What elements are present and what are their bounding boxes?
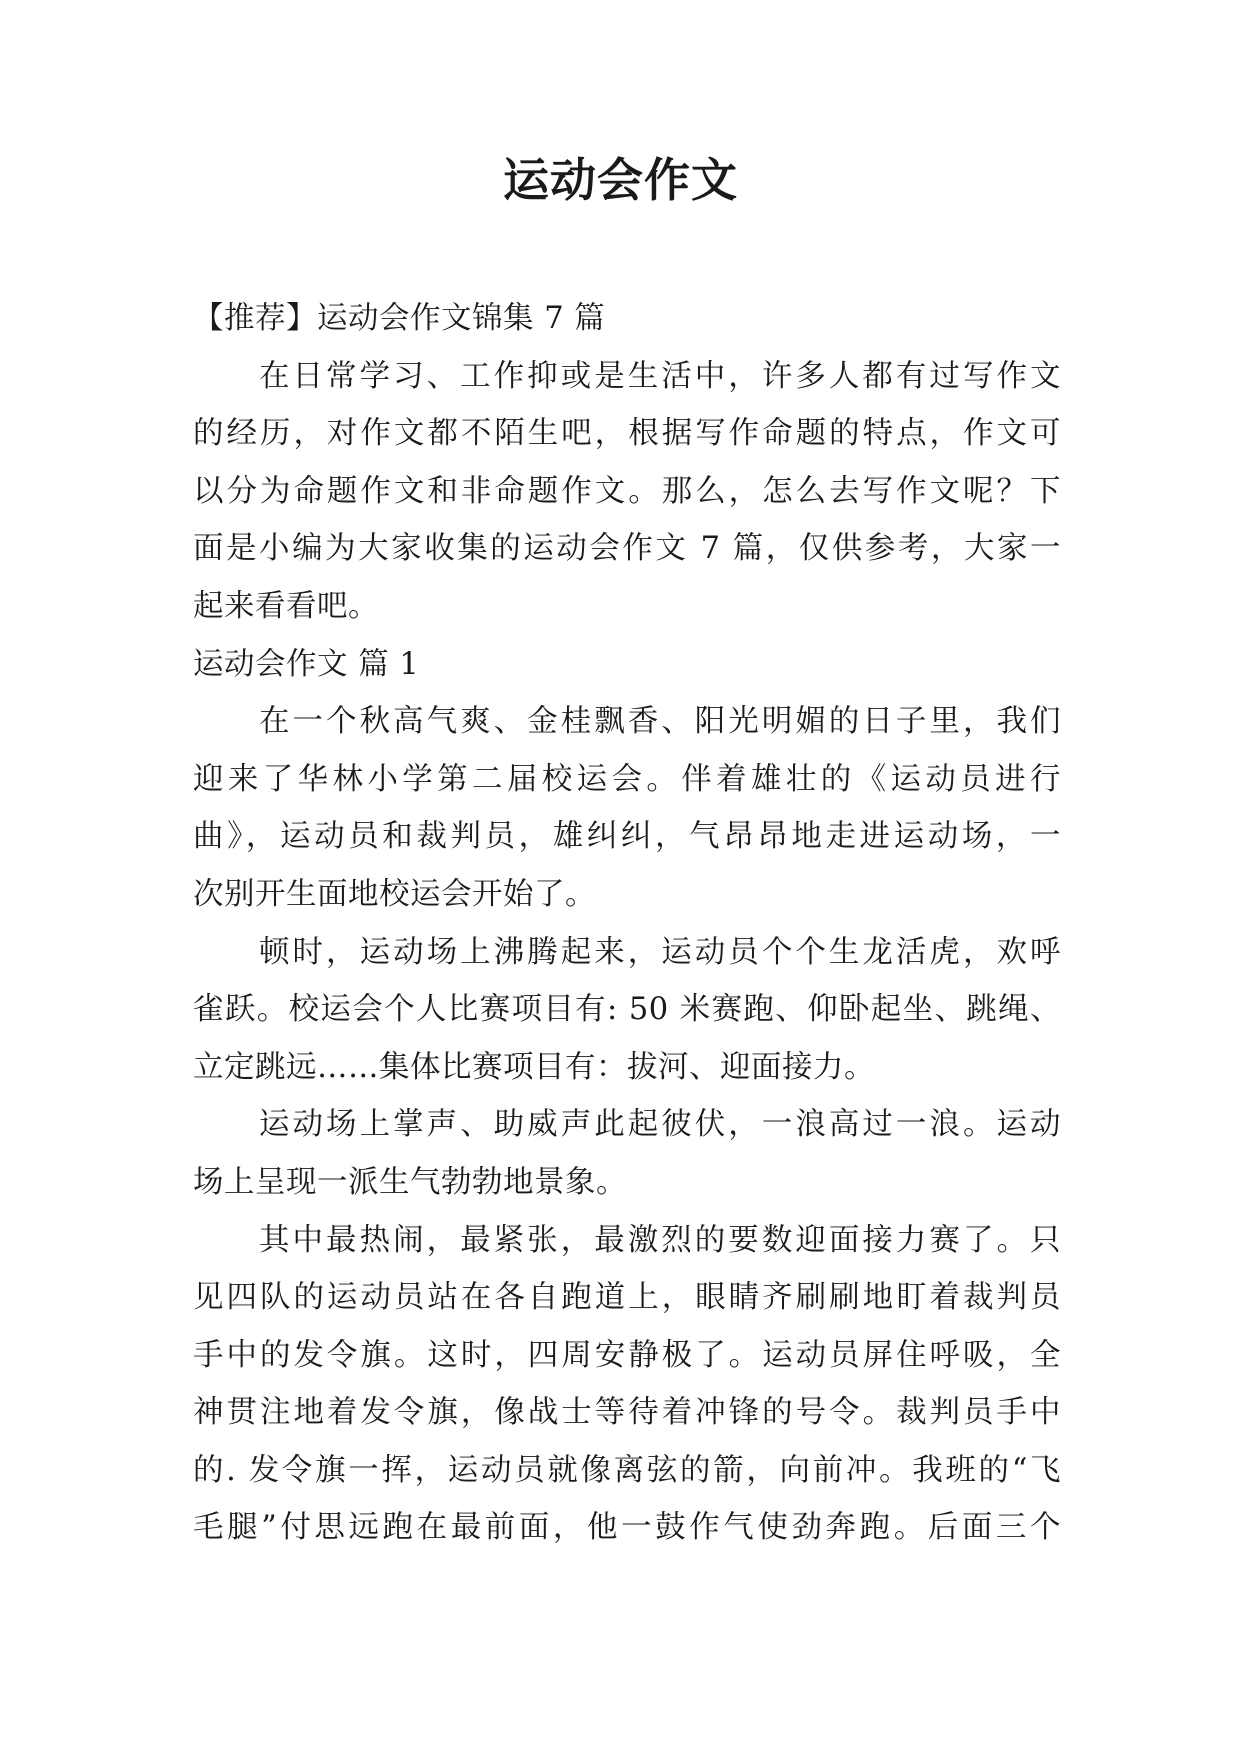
text-line: 场上呈现一派生气勃勃地景象。 [193,1164,627,1200]
text-line: 见四队的运动员站在各自跑道上，眼睛齐刷刷地盯着裁判员 [193,1280,1061,1316]
text-line: 曲》，运动员和裁判员，雄纠纠，气昂昂地走进运动场，一 [193,819,1061,855]
page-title: 运动会作文 [503,153,738,207]
text-line: 迎来了华林小学第二届校运会。伴着雄壮的《运动员进行 [193,761,1061,797]
text-line: 在一个秋高气爽、金桂飘香、阳光明媚的日子里，我们 [259,704,1061,740]
text-line: 【推荐】运动会作文锦集 7 篇 [193,301,606,336]
text-line: 神贯注地着发令旗，像战士等待着冲锋的号令。裁判员手中 [193,1395,1061,1431]
text-line: 雀跃。校运会个人比赛项目有: 50 米赛跑、仰卧起坐、跳绳、 [193,992,1061,1028]
text-line: 面是小编为大家收集的运动会作文 7 篇，仅供参考，大家一 [193,531,1061,567]
text-line: 的. 发令旗一挥，运动员就像离弦的箭，向前冲。我班的“飞 [193,1452,1061,1488]
text-line: 运动会作文 篇 1 [193,646,420,682]
text-line: 在日常学习、工作抑或是生活中，许多人都有过写作文 [259,358,1061,394]
text-line: 毛腿”付思远跑在最前面，他一鼓作气使劲奔跑。后面三个 [193,1510,1061,1546]
text-line: 手中的发令旗。这时，四周安静极了。运动员屏住呼吸，全 [193,1337,1061,1373]
document-body [193,290,1061,1557]
text-line: 运动场上掌声、助威声此起彼伏，一浪高过一浪。运动 [259,1107,1061,1143]
text-line: 起来看看吧。 [193,588,379,624]
text-line: 顿时，运动场上沸腾起来，运动员个个生龙活虎，欢呼 [259,934,1061,970]
text-line: 以分为命题作文和非命题作文。那么，怎么去写作文呢？下 [193,473,1061,509]
text-line: 立定跳远……集体比赛项目有：拔河、迎面接力。 [193,1049,875,1085]
text-line: 其中最热闹，最紧张，最激烈的要数迎面接力赛了。只 [259,1222,1061,1258]
text-line: 的经历，对作文都不陌生吧，根据写作命题的特点，作文可 [193,416,1061,452]
text-line: 次别开生面地校运会开始了。 [193,876,596,912]
